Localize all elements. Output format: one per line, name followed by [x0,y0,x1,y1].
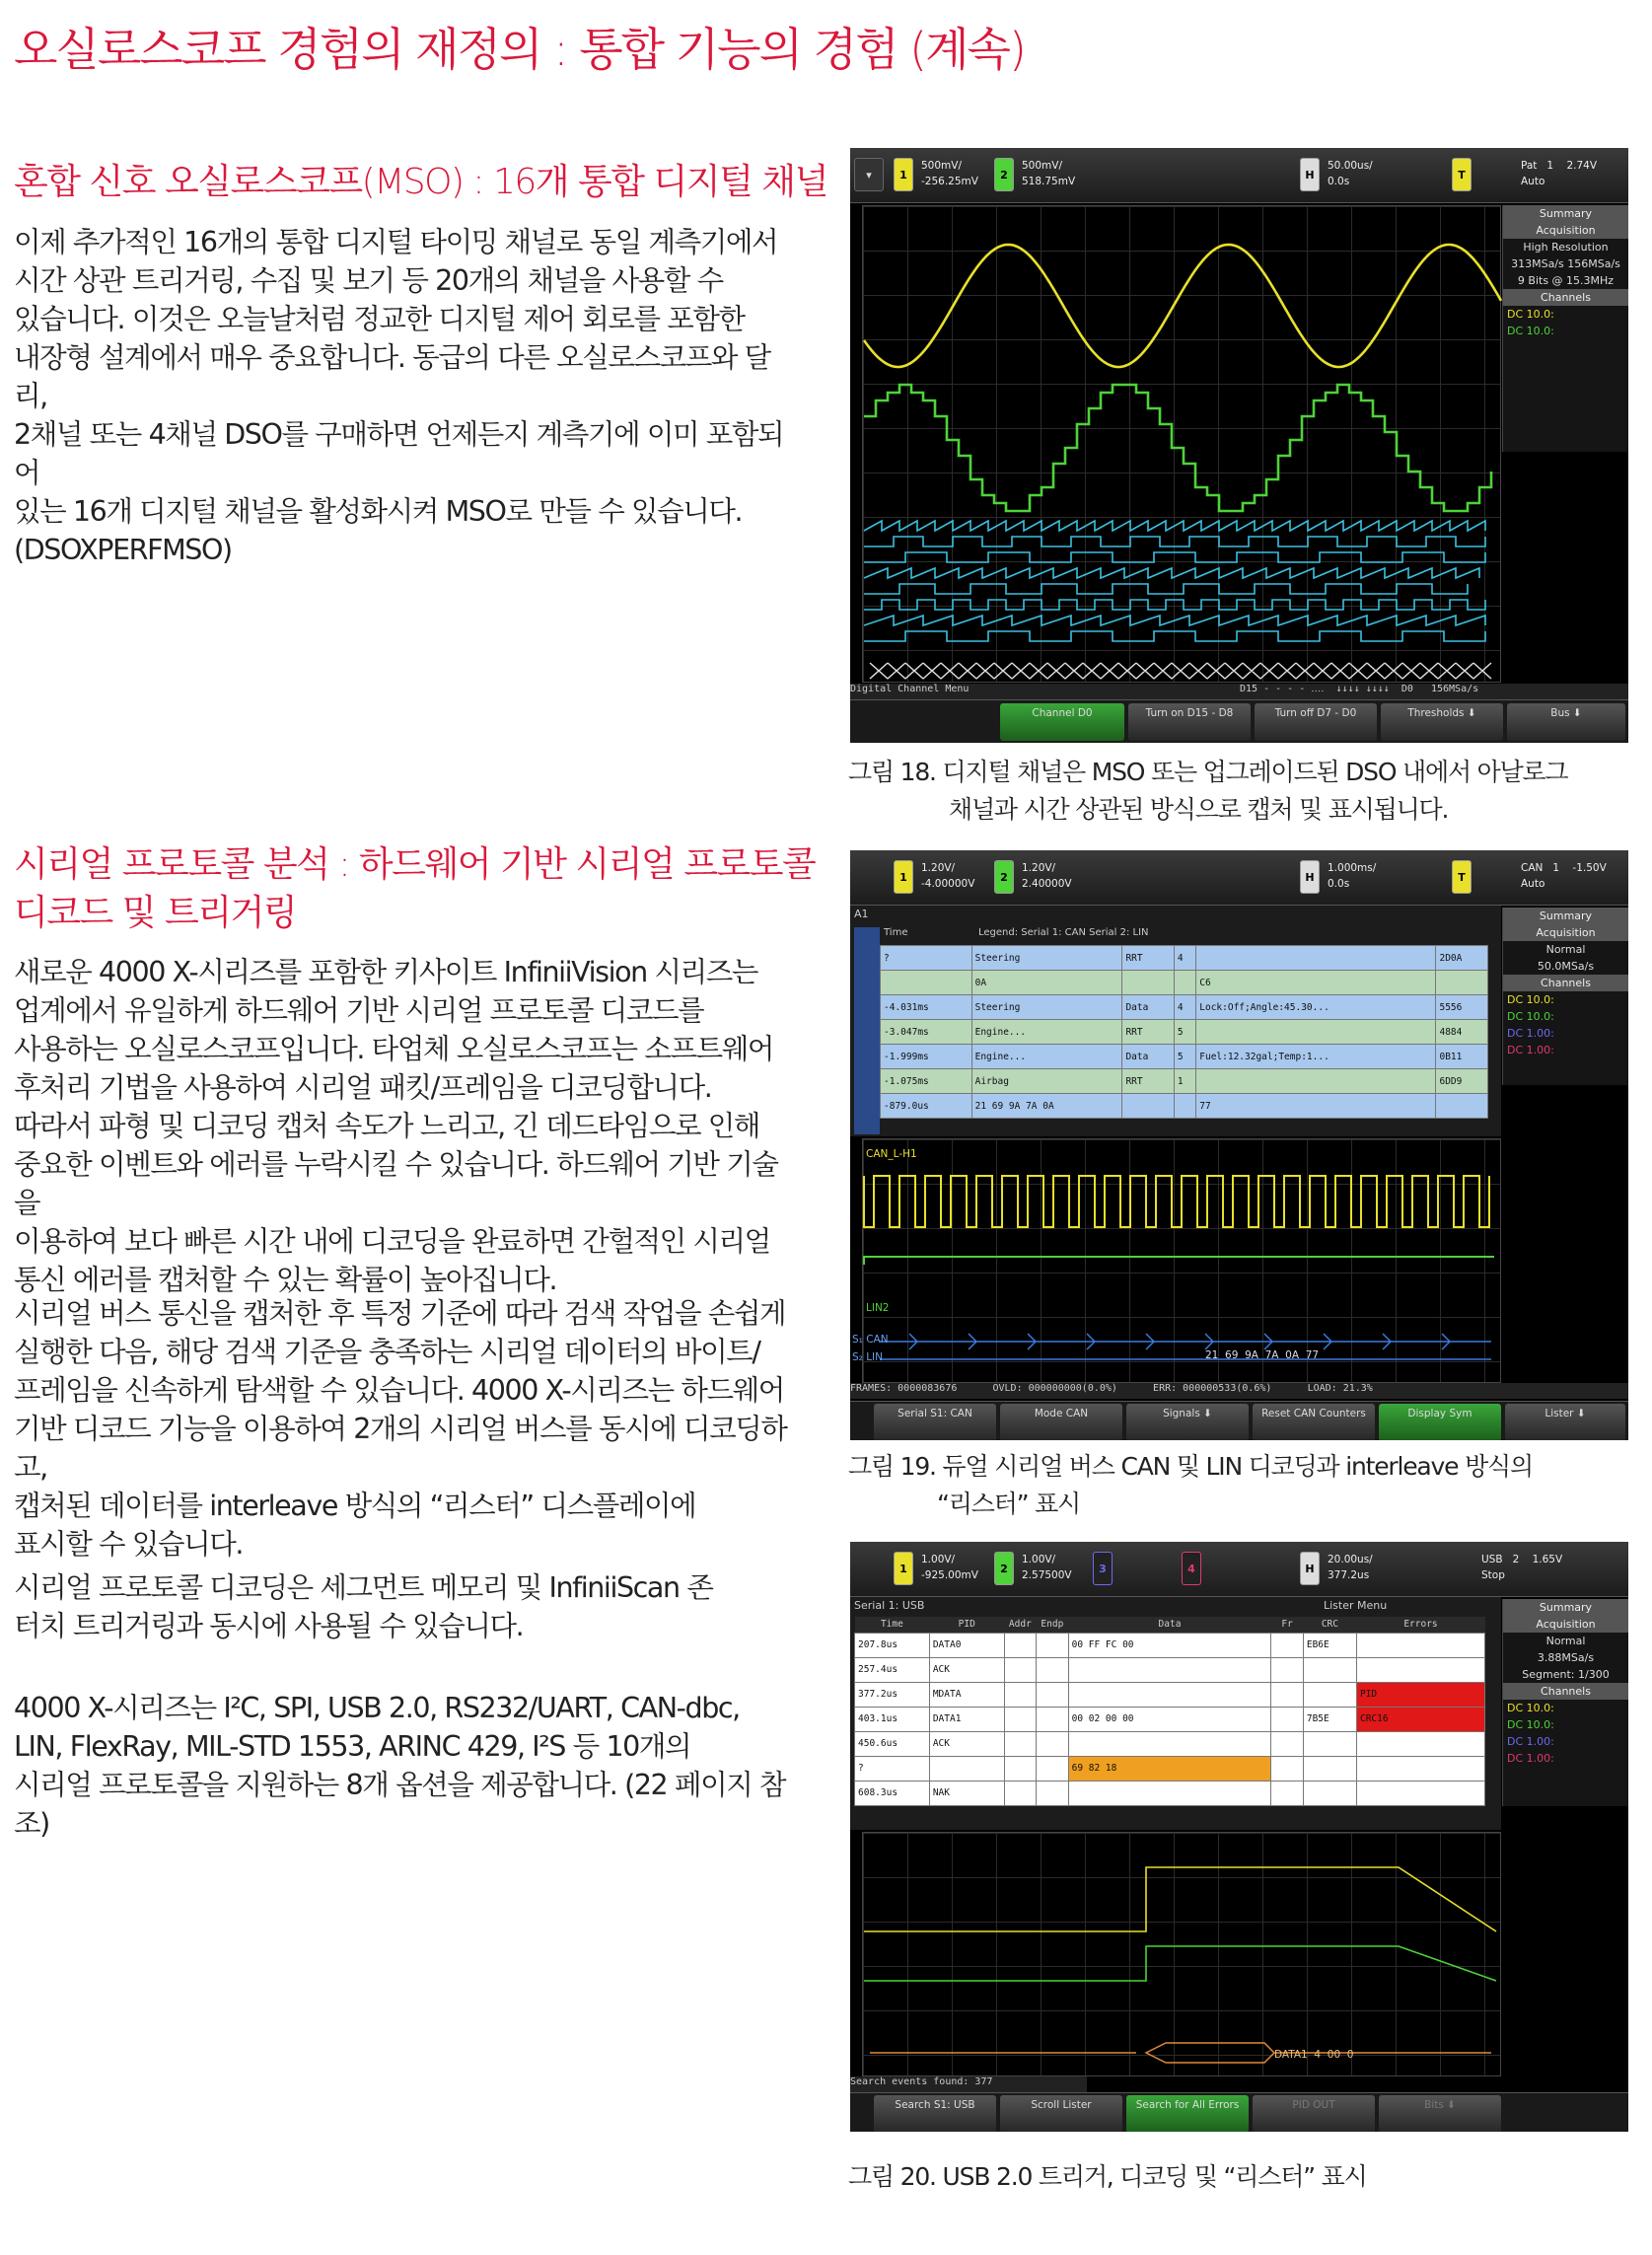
mso-heading: 혼합 신호 오실로스코프(MSO) : 16개 통합 디지털 채널 [14,162,827,202]
serial-p1: 새로운 4000 X-시리즈를 포함한 키사이트 InfiniiVision 시리즈는 업계에서 유일하게 하드웨어 기반 시리얼 프로토콜 디코드를 사용하는 오실로스코프입니다. 타업체 오실로스코프는 소프트웨어 후처리 기법을 사용하여 시리얼 패킷/프레임을 디코딩합니다. 따라서 파형 및 디코딩 캡처 속도가 느리고, 긴 데드타임으로 인해 중요한 이벤트와 에러를 누락시킬 수 있습니다. 하드웨어 기반 기술을 이용하여 보다 빠른 시간 내에 디코딩을 완료하면 간헐적인 시리얼 통신 에러를 캡처할 수 있는 확률이 높아집니다. [14,956,778,1296]
lister-cell: RRT [1122,1020,1174,1045]
fig18-turn-off-softkey[interactable]: Turn off D7 - D0 [1255,703,1377,741]
fig20-ch1-chip[interactable]: 1 [894,1552,913,1585]
lister-cell: 00 02 00 00 [1068,1707,1271,1731]
fig20-decode-packet: DATA1 4 00 0 [1274,2049,1354,2061]
lister-cell: DATA0 [929,1633,1004,1657]
fig19-time-column-header: Time [884,927,908,938]
lister-cell: -3.047ms [881,1020,972,1045]
lister-cell: -879.0us [881,1094,972,1119]
fig19-s2-label: S₂ LIN [852,1351,884,1363]
lister-header-cell: Endp [1037,1617,1068,1633]
fig19-timebase: 1.000ms/ 0.0s [1328,862,1377,890]
serial-p4: 4000 X-시리즈는 I²C, SPI, USB 2.0, RS232/UART, CAN-dbc, LIN, FlexRay, MIL-STD 1553, ARINC 429, I²S 등 10개의 시리얼 프로토콜을 지원하는 8개 옵션을 제공합니다. (22 페이지 참조) [14,1692,786,1840]
fig19-reset-counters-softkey[interactable]: Reset CAN Counters [1253,1404,1375,1440]
lister-cell: 21 69 9A 7A 0A [971,1094,1122,1119]
fig19-trigger-info: CAN 1 -1.50V Auto [1521,862,1607,890]
lister-header-cell: Data [1068,1617,1271,1633]
page-title: 오실로스코프 경험의 재정의 : 통합 기능의 경험 (계속) [14,23,1025,76]
lister-cell: Fuel:12.32gal;Temp:1... [1196,1045,1436,1069]
fig19-lister-softkey[interactable]: Lister ⬇ [1505,1404,1625,1440]
lister-cell: 69 82 18 [1068,1756,1271,1781]
digital-channel-trace [864,616,1485,625]
fig19-s1-label: S₁ CAN [852,1334,889,1346]
fig18-ch2-scale: 500mV/ 518.75mV [1022,160,1076,187]
fig19-scope-screenshot [850,850,1628,1440]
fig20-ch3-chip[interactable]: 3 [1093,1552,1113,1585]
lister-cell: Data [1122,1045,1174,1069]
fig20-bits-softkey[interactable]: Bits ⬇ [1379,2095,1501,2132]
fig19-ch1-scale: 1.20V/ -4.00000V [921,862,975,890]
fig18-trigger-info: Pat 1 2.74V Auto [1521,160,1598,187]
fig20-search-results: Search events found: 377 [850,2076,1087,2092]
lister-cell: Lock:Off;Angle:45.30... [1196,995,1436,1020]
fig19-ch2-chip[interactable]: 2 [994,860,1014,894]
fig19-trigger-chip[interactable]: T [1452,860,1472,894]
lister-cell: Engine... [971,1045,1122,1069]
digital-channel-trace [864,552,1485,562]
lister-cell: Data [1122,995,1174,1020]
lister-cell: 4884 [1436,1020,1488,1045]
fig20-search-softkey[interactable]: Search S1: USB [874,2095,996,2132]
lister-cell: 5556 [1436,995,1488,1020]
fig18-turn-on-softkey[interactable]: Turn on D15 - D8 [1128,703,1251,741]
lister-header-cell: Time [855,1617,930,1633]
digital-channel-trace [864,631,1485,641]
lister-cell: 403.1us [855,1707,930,1731]
fig20-horizontal-chip[interactable]: H [1300,1552,1320,1585]
fig18-ch2-chip[interactable]: 2 [994,158,1014,191]
lister-cell: ACK [929,1657,1004,1682]
lister-cell: 4 [1174,995,1195,1020]
fig19-serial-softkey[interactable]: Serial S1: CAN [874,1404,996,1440]
fig19-lin-label: LIN2 [866,1302,890,1314]
fig19-mode-softkey[interactable]: Mode CAN [1000,1404,1122,1440]
fig19-softkey-bar [850,1401,1628,1440]
lister-header-cell: PID [929,1617,1004,1633]
lister-header-cell: Errors [1356,1617,1484,1633]
fig18-horizontal-chip[interactable]: H [1300,158,1320,191]
lister-cell: 7B5E [1303,1707,1356,1731]
fig20-softkey-bar [850,2092,1628,2132]
fig20-summary-panel: Summary Acquisition Normal 3.88MSa/s Segment: 1/300 Channels DC 10.0: DC 10.0: DC 1.00: DC 1.00: [1502,1599,1628,1806]
lister-cell: Steering [971,995,1122,1020]
fig18-softkey-bar [850,699,1628,743]
fig19-frame-counters: FRAMES: 0000083676 OVLD: 000000000(0.0%) ERR: 000000533(0.6%) LOAD: 21.3% [850,1383,1628,1399]
lister-cell: ? [855,1756,930,1781]
digital-channel-trace [864,600,1485,610]
fig20-pid-softkey[interactable]: PID OUT [1253,2095,1375,2132]
digital-channel-trace [864,584,1468,594]
lister-cell: DATA1 [929,1707,1004,1731]
fig19-lin-bytes: 21 69 9A 7A 0A 77 [1205,1349,1320,1361]
lister-cell: 2D0A [1436,946,1488,971]
fig20-scope-screenshot [850,1542,1628,2132]
mso-body: 이제 추가적인 16개의 통합 디지털 타이밍 채널로 동일 계측기에서 시간 상관 트리거링, 수집 및 보기 등 20개의 채널을 사용할 수 있습니다. 이것은 오늘날처럼 정교한 디지털 제어 회로를 포함한 내장형 설계에서 매우 중요합니다. 동급의 다른 오실로스코프와 달리, 2채널 또는 4채널 DSO를 구매하면 언제든지 계측기에 이미 포함되어 있는 16개 디지털 채널을 활성화시켜 MSO로 만들 수 있습니다. (DSOXPERFMSO) [14,226,784,566]
fig18-summary-panel: Summary Acquisition High Resolution 313MSa/s 156MSa/s 9 Bits @ 15.3MHz Channels DC 10.0: DC 10.0: [1502,205,1628,452]
serial-p3: 시리얼 프로토콜 디코딩은 세그먼트 메모리 및 InfiniiScan 존 터치 트리거링과 동시에 사용될 수 있습니다. [14,1571,713,1642]
lister-cell: 608.3us [855,1781,930,1805]
lister-cell: 5 [1174,1020,1195,1045]
serial-p2: 시리얼 버스 통신을 캡처한 후 특정 기준에 따라 검색 작업을 손쉽게 실행한 다음, 해당 검색 기준을 충족하는 시리얼 데이터의 바이트/ 프레임을 신속하게 탐색할 수 있습니다. 4000 X-시리즈는 하드웨어 기반 디코드 기능을 이용하여 2개의 시리얼 버스를 동시에 디코딩하고, 캡처된 데이터를 interleave 방식의 “리스터” 디스플레이에 표시할 수 있습니다. [14,1297,787,1561]
fig19-signals-softkey[interactable]: Signals ⬇ [1126,1404,1249,1440]
lister-cell: 00 FF FC 00 [1068,1633,1271,1657]
lister-cell: 5 [1174,1045,1195,1069]
lister-cell: 1 [1174,1069,1195,1094]
fig19-summary-panel: Summary Acquisition Normal 50.0MSa/s Channels DC 10.0: DC 10.0: DC 1.00: DC 1.00: [1502,908,1628,1085]
fig20-scroll-lister-softkey[interactable]: Scroll Lister [1000,2095,1122,2132]
fig18-channel-strip: D15 - - - - ‥‥ ↓↓↓↓ ↓↓↓↓ D0 156MSa/s [1240,684,1628,699]
fig20-ch2-chip[interactable]: 2 [994,1552,1014,1585]
fig20-trigger-info: USB 2 1.65V Stop [1481,1554,1563,1581]
fig20-ch1-scale: 1.00V/ -925.00mV [921,1554,978,1581]
lister-cell: C6 [1196,971,1436,995]
digital-channel-trace [864,537,1485,546]
fig20-lister-title: Serial 1: USB [854,1599,925,1612]
fig18-channel-softkey[interactable]: Channel D0 [1000,703,1124,741]
lister-cell: Engine... [971,1020,1122,1045]
lister-cell: ACK [929,1731,1004,1756]
fig18-timebase: 50.00us/ 0.0s [1328,160,1373,187]
fig19-can-label: CAN_L-H1 [866,1148,917,1160]
fig18-menu-button[interactable]: ▾ [854,158,884,191]
digital-channel-trace [864,521,1485,531]
lister-cell: 207.8us [855,1633,930,1657]
serial-heading: 시리얼 프로토콜 분석 : 하드웨어 기반 시리얼 프로토콜 디코드 및 트리거링 [14,844,816,933]
fig19-ch1-chip[interactable]: 1 [894,860,913,894]
lister-header-cell: Addr [1004,1617,1036,1633]
fig20-ch2-scale: 1.00V/ 2.57500V [1022,1554,1072,1581]
fig18-scope-screenshot [850,148,1628,743]
lister-cell: 257.4us [855,1657,930,1682]
fig19-ch2-scale: 1.20V/ 2.40000V [1022,862,1072,890]
fig19-horizontal-chip[interactable]: H [1300,860,1320,894]
lister-cell: MDATA [929,1682,1004,1707]
lister-cell: Steering [971,946,1122,971]
lister-cell: -4.031ms [881,995,972,1020]
fig19-lister-title: A1 [854,908,869,920]
lister-cell: EB6E [1303,1633,1356,1657]
lister-cell: NAK [929,1781,1004,1805]
lister-cell: 77 [1196,1094,1436,1119]
lister-cell: 450.6us [855,1731,930,1756]
lister-cell: ? [881,946,972,971]
fig19-caption: 그림 19. 듀얼 시리얼 버스 CAN 및 LIN 디코딩과 interleave 방식의 “리스터” 표시 [848,1452,1533,1518]
fig18-ch1-chip[interactable]: 1 [894,158,913,191]
lister-cell: CRC16 [1356,1707,1484,1731]
digital-channel-trace [864,568,1479,578]
lister-cell: 0B11 [1436,1045,1488,1069]
fig19-display-softkey[interactable]: Display Sym [1379,1404,1501,1440]
fig18-thresholds-softkey[interactable]: Thresholds ⬇ [1381,703,1503,741]
lister-cell: 4 [1174,946,1195,971]
lister-cell: -1.075ms [881,1069,972,1094]
fig18-menu-label: Digital Channel Menu [850,684,1240,699]
lister-cell: RRT [1122,1069,1174,1094]
fig18-trigger-chip[interactable]: T [1452,158,1472,191]
lister-cell: 0A [971,971,1122,995]
fig20-caption: 그림 20. USB 2.0 트리거, 디코딩 및 “리스터” 표시 [848,2162,1367,2191]
fig19-legend: Legend: Serial 1: CAN Serial 2: LIN [978,927,1149,938]
lister-header-cell: Fr [1271,1617,1303,1633]
lister-cell: PID [1356,1682,1484,1707]
lister-header-cell: CRC [1303,1617,1356,1633]
fig20-ch4-chip[interactable]: 4 [1182,1552,1201,1585]
lister-cell: -1.999ms [881,1045,972,1069]
fig20-search-errors-softkey[interactable]: Search for All Errors [1126,2095,1249,2132]
lister-cell: RRT [1122,946,1174,971]
fig18-bus-softkey[interactable]: Bus ⬇ [1507,703,1625,741]
fig18-ch1-scale: 500mV/ -256.25mV [921,160,978,187]
lister-cell: 6DD9 [1436,1069,1488,1094]
fig20-lister-menu-label: Lister Menu [1324,1599,1388,1612]
lister-cell: Airbag [971,1069,1122,1094]
fig20-timebase: 20.00us/ 377.2us [1328,1554,1373,1581]
fig18-caption: 그림 18. 디지털 채널은 MSO 또는 업그레이드된 DSO 내에서 아날로그 채널과 시간 상관된 방식으로 캡처 및 표시됩니다. [848,758,1568,824]
lister-cell: 377.2us [855,1682,930,1707]
